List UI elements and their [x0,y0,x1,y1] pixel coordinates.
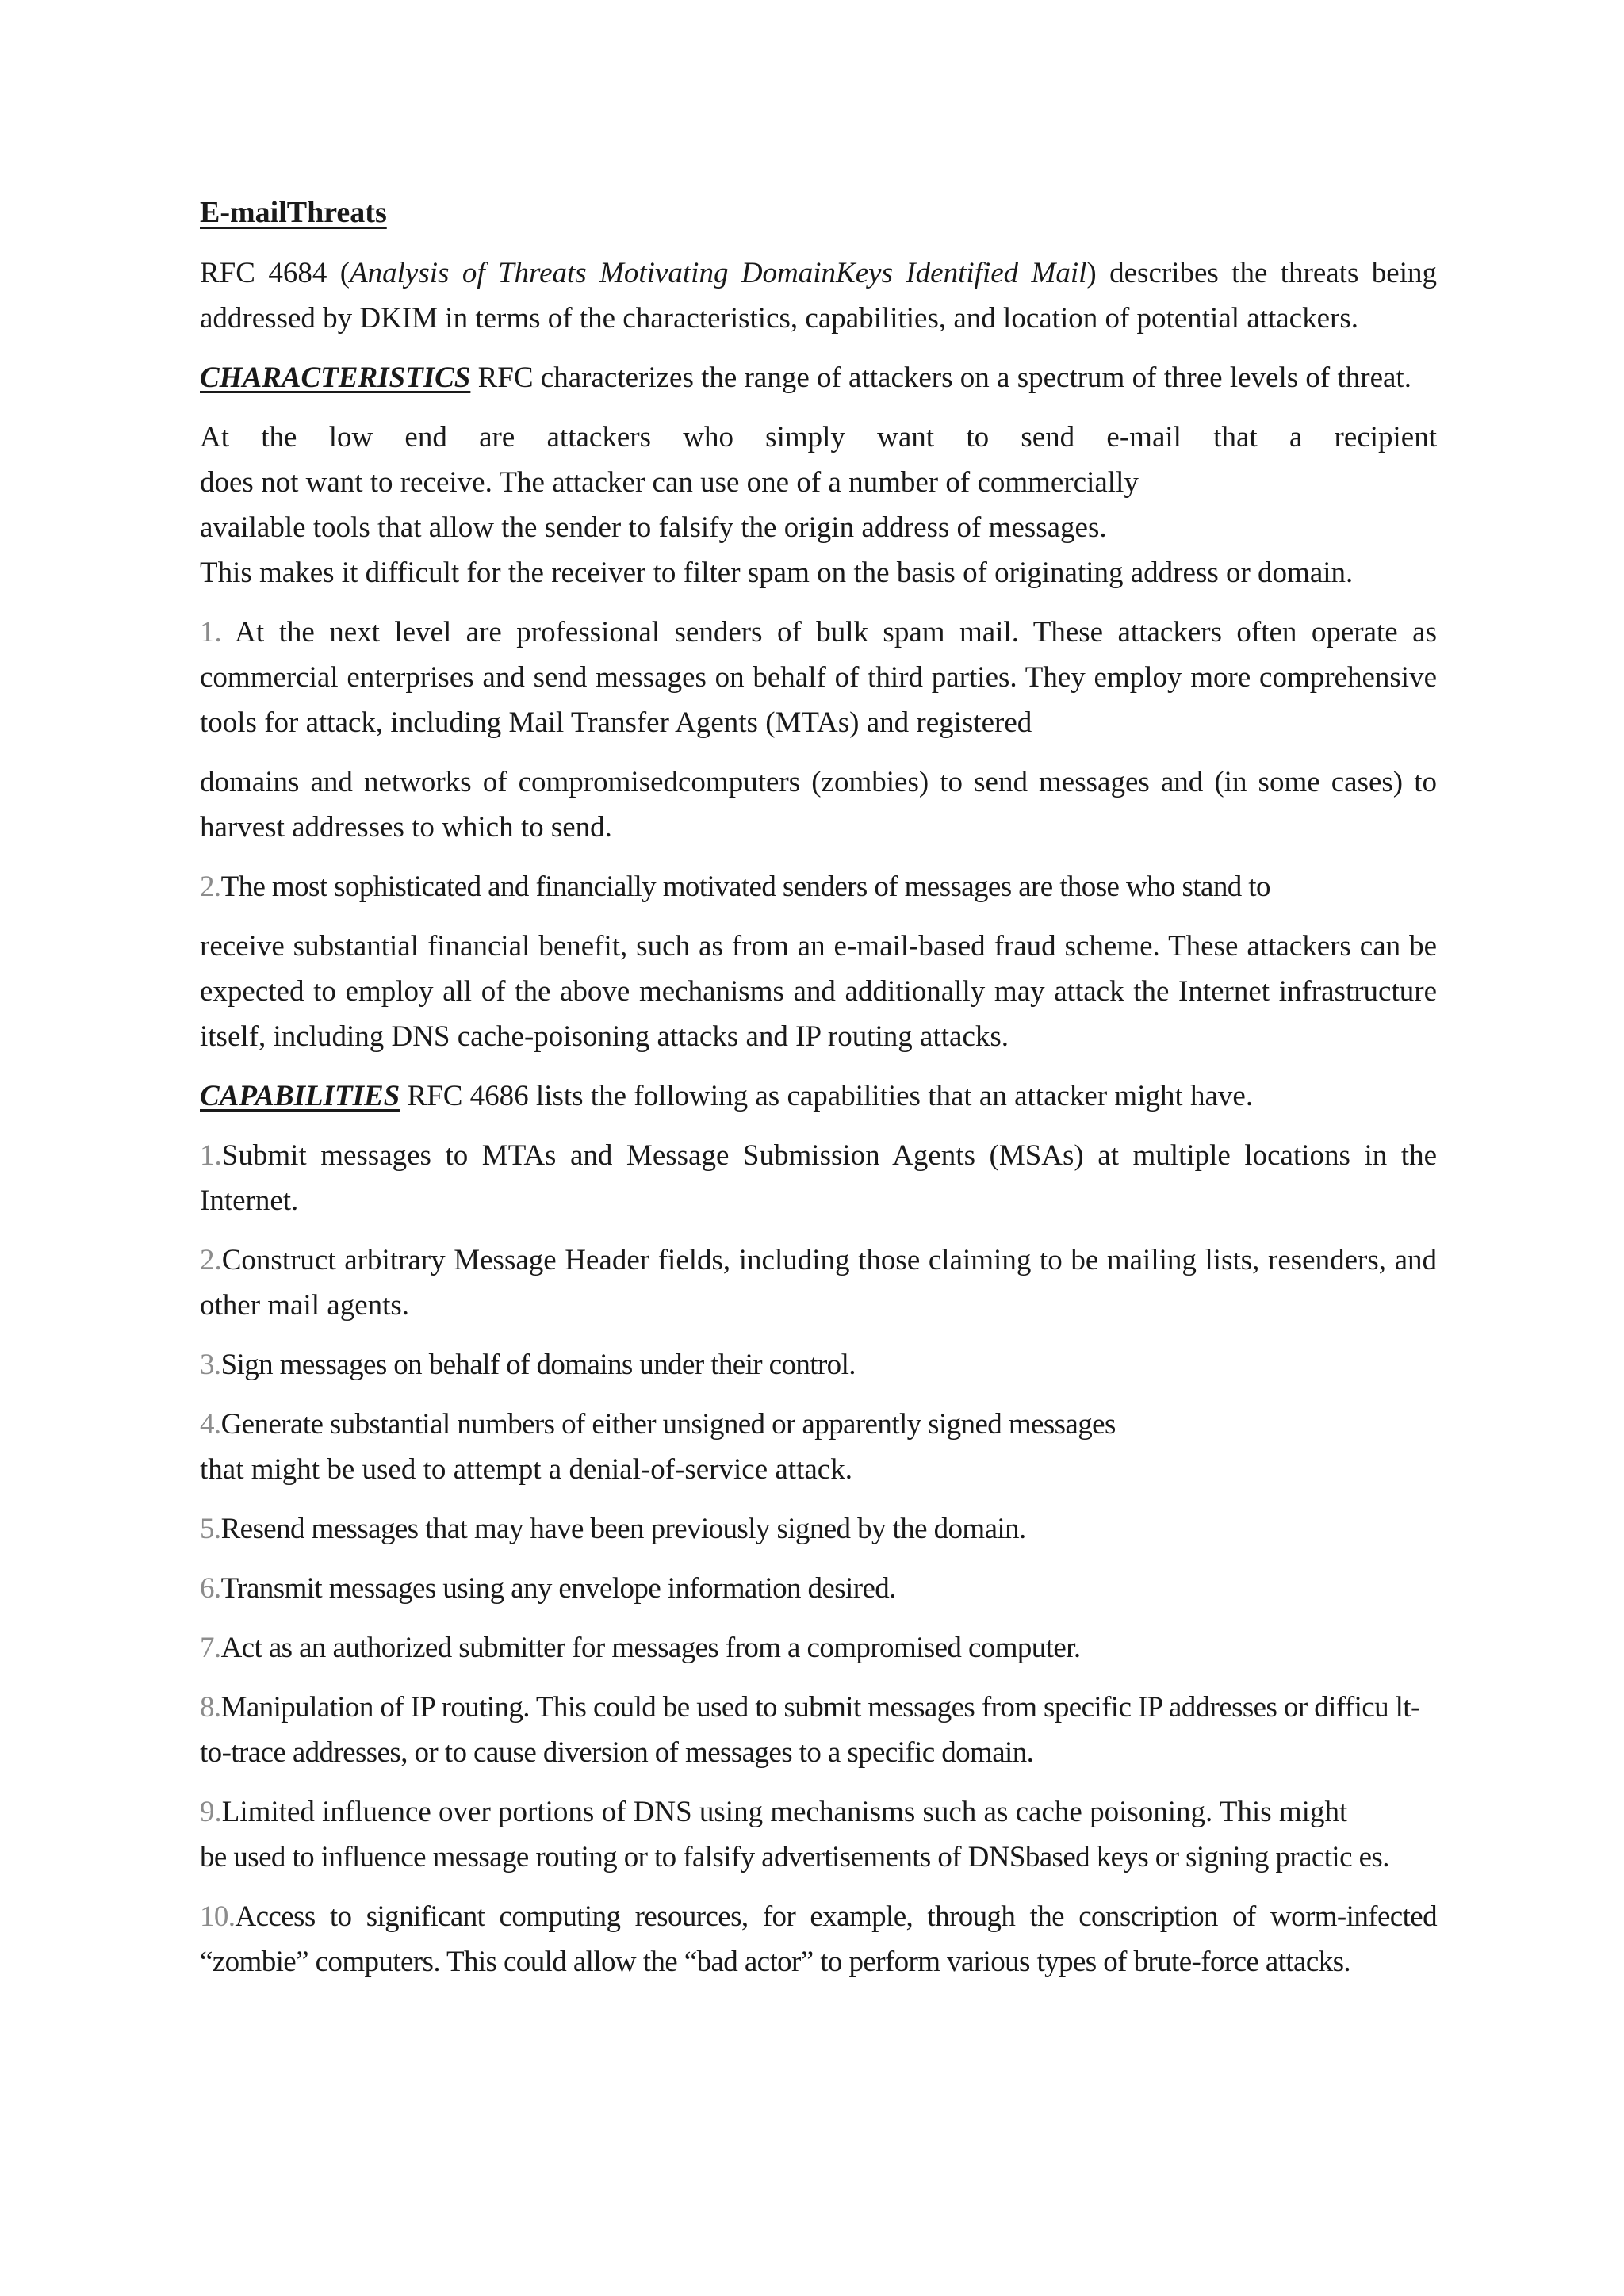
level-number: 1. [200,616,222,649]
capability-item-8 [200,1685,1437,1775]
level-item-1 [200,610,1437,745]
page-title: E-mailThreats [200,196,387,229]
level-text: At the next level are professional senders of bulk spam mail. These attackers often operate as commercial enterprises and send messages on behalf of third parties. They employ more comprehensive tools for attack, including Mail Transfer Agents (MTAs) and registered [200,616,1437,739]
capability-item-4 [200,1402,1437,1492]
capability-line-2: be used to influence message routing or to falsify advertisements of DNSbased keys or signing practic es. [200,1841,1389,1873]
capability-number: 2. [200,1244,222,1276]
capabilities-paragraph [200,1073,1437,1119]
low-end-line-4: This makes it difficult for the receiver to filter spam on the basis of originating address or domain. [200,557,1354,589]
capability-item-5 [200,1506,1437,1552]
capability-item-10 [200,1894,1437,1984]
level-item-1-continued [200,760,1437,850]
characteristics-text: RFC characterizes the range of attackers on a spectrum of three levels of threat. [470,362,1411,394]
document-page [200,190,1437,1999]
capabilities-text: RFC 4686 lists the following as capabilities that an attacker might have. [400,1080,1254,1112]
level-text-continued: receive substantial financial benefit, such as from an e-mail-based fraud scheme. These attackers can be expected to employ all of the above mechanisms and additionally may attack the Internet infrastructure itself, including DNS cache-poisoning attacks and IP routing attacks. [200,930,1437,1053]
capability-item-6 [200,1566,1437,1611]
low-end-paragraph [200,415,1437,595]
level-text: The most sophisticated and financially motivated senders of messages are those who stand to [220,871,1270,903]
capability-text: Resend messages that may have been previously signed by the domain. [220,1513,1026,1545]
capability-text: Act as an authorized submitter for messages from a compromised computer. [220,1632,1081,1664]
capability-item-9 [200,1789,1437,1880]
capability-item-2 [200,1238,1437,1328]
capability-text: Construct arbitrary Message Header fields, including those claiming to be mailing lists, resenders, and other mail agents. [200,1244,1437,1322]
capability-text: Transmit messages using any envelope information desired. [220,1572,896,1605]
capability-number: 3. [200,1349,221,1381]
low-end-line-3: available tools that allow the sender to falsify the origin address of messages. [200,511,1107,544]
capability-item-1 [200,1133,1437,1223]
capability-number: 4. [200,1408,221,1441]
low-end-line-1: At the low end are attackers who simply want to send e-mail that a recipient [200,421,1437,453]
capability-line-1 [200,1789,1437,1835]
capability-text: Manipulation of IP routing. This could be used to submit messages from specific IP addresses or difficu lt-to-trace addresses, or to cause diversion of messages to a specific domain. [200,1691,1420,1769]
capability-text: Limited influence over portions of DNS using mechanisms such as cache poisoning. This might [221,1796,1348,1828]
capability-number: 5. [200,1513,221,1545]
capability-line-2: that might be used to attempt a denial-of-service attack. [200,1453,852,1486]
intro-rfc-title: Analysis of Threats Motivating DomainKeys Identified Mail [350,257,1087,289]
capability-text: Access to significant computing resources, for example, through the conscription of worm-infected “zombie” computers. This could allow the “bad actor” to perform various types of brute-force attacks. [200,1900,1437,1978]
capability-number: 7. [200,1632,221,1664]
capability-number: 6. [200,1572,221,1605]
capability-text: Submit messages to MTAs and Message Submission Agents (MSAs) at multiple locations in the Internet. [200,1139,1437,1217]
capability-line-1 [200,1402,1437,1447]
capability-text: Sign messages on behalf of domains under their control. [220,1349,856,1381]
level-number: 2. [200,871,221,903]
capability-text: Generate substantial numbers of either unsigned or apparently signed messages [220,1408,1116,1441]
capability-item-7 [200,1625,1437,1670]
intro-rfc-suffix: ) describes the threats being addressed by DKIM in terms of the characteristics, capabilities, and location of potential attackers. [200,257,1437,335]
capability-item-3 [200,1342,1437,1387]
characteristics-paragraph [200,355,1437,400]
level-item-2-continued [200,924,1437,1059]
intro-rfc-prefix: RFC 4684 ( [200,257,350,289]
characteristics-heading: CHARACTERISTICS [200,362,471,394]
capability-number: 1. [200,1139,222,1172]
capability-number: 9. [200,1796,222,1828]
capabilities-heading: CAPABILITIES [200,1080,400,1112]
level-text-continued: domains and networks of compromisedcomputers (zombies) to send messages and (in some cases) to harvest addresses to which to send. [200,766,1437,844]
capability-number: 10. [200,1900,236,1933]
level-item-2 [200,864,1437,909]
intro-paragraph [200,251,1437,341]
capability-number: 8. [200,1691,221,1724]
low-end-line-2: does not want to receive. The attacker can use one of a number of commercially [200,466,1139,499]
